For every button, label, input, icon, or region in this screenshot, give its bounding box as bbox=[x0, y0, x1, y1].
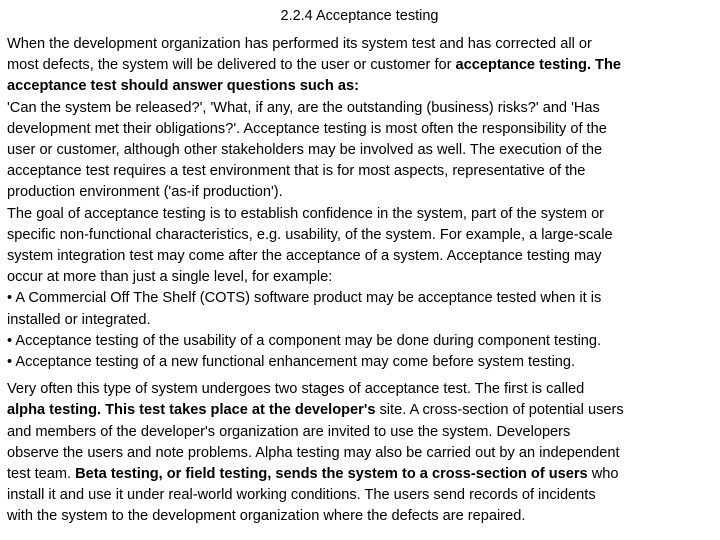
text-segment: test team. bbox=[7, 466, 76, 483]
text-segment: install it and use it under real-world working conditions. The users send records of incidents bbox=[7, 487, 596, 504]
text-line bbox=[7, 267, 712, 288]
text-line bbox=[7, 352, 712, 373]
text-segment: and members of the developer's organization are invited to use the system. Developers bbox=[7, 423, 571, 440]
text-line bbox=[7, 140, 712, 161]
text-line bbox=[7, 76, 712, 97]
text-segment: The goal of acceptance testing is to establish confidence in the system, part of the system or bbox=[7, 205, 605, 222]
text-segment: user or customer, although other stakeholders may be involved as well. The execution of the bbox=[7, 142, 603, 159]
section-title: 2.2.4 Acceptance testing bbox=[280, 8, 439, 24]
text-line bbox=[7, 464, 712, 485]
text-segment: observe the users and note problems. Alpha testing may also be carried out by an independent bbox=[7, 444, 620, 461]
text-line bbox=[7, 331, 712, 352]
text-segment: with the system to the development organization where the defects are repaired. bbox=[7, 508, 526, 525]
text-line bbox=[7, 204, 712, 225]
text-segment: site. A cross-section of potential users bbox=[375, 402, 624, 419]
text-line bbox=[7, 119, 712, 140]
text-segment: specific non-functional characteristics, e.g. usability, of the system. For example, a large-scale bbox=[7, 226, 613, 243]
text-line bbox=[7, 400, 712, 421]
text-segment: production environment ('as-if production'). bbox=[7, 184, 283, 201]
text-line bbox=[7, 182, 712, 203]
bold-text-segment: acceptance testing. The bbox=[455, 57, 621, 74]
text-line bbox=[7, 161, 712, 182]
bold-text-segment: alpha testing. This test takes place at the developer's bbox=[7, 402, 376, 419]
text-line bbox=[7, 506, 712, 527]
text-line bbox=[7, 288, 712, 309]
bold-text-segment: acceptance test should answer questions such as: bbox=[7, 78, 359, 95]
text-segment: system integration test may come after the acceptance of a system. Acceptance testing may bbox=[7, 248, 602, 265]
text-segment: • A Commercial Off The Shelf (COTS) software product may be acceptance tested when it is bbox=[7, 290, 602, 307]
text-line bbox=[7, 379, 712, 400]
text-segment: development met their obligations?'. Acceptance testing is most often the responsibility of the bbox=[7, 120, 607, 137]
text-segment: Very often this type of system undergoes two stages of acceptance test. The first is called bbox=[7, 381, 585, 398]
text-line bbox=[7, 55, 712, 76]
paragraph-block-1 bbox=[7, 34, 712, 373]
text-line bbox=[7, 422, 712, 443]
text-line bbox=[7, 310, 712, 331]
text-segment: When the development organization has performed its system test and has corrected all or bbox=[7, 36, 592, 52]
text-segment: installed or integrated. bbox=[7, 311, 151, 328]
text-segment: acceptance test requires a test environment that is for most aspects, representative of the bbox=[7, 163, 586, 180]
text-line bbox=[7, 485, 712, 506]
text-segment: • Acceptance testing of the usability of a component may be done during component testing. bbox=[7, 332, 602, 349]
text-segment: • Acceptance testing of a new functional enhancement may come before system testing. bbox=[7, 354, 576, 371]
text-line bbox=[7, 225, 712, 246]
text-line bbox=[7, 443, 712, 464]
bold-text-segment: Beta testing, or field testing, sends the system to a cross-section of users bbox=[75, 466, 588, 483]
text-segment: most defects, the system will be delivered to the user or customer for bbox=[7, 57, 456, 74]
text-segment: occur at more than just a single level, for example: bbox=[7, 269, 333, 286]
text-line bbox=[7, 98, 712, 119]
text-line bbox=[7, 246, 712, 267]
text-line bbox=[7, 34, 712, 55]
paragraph-block-2 bbox=[7, 379, 712, 527]
text-segment: who bbox=[587, 466, 619, 483]
text-segment: 'Can the system be released?', 'What, if any, are the outstanding (business) risks?' and 'Has bbox=[7, 99, 600, 116]
